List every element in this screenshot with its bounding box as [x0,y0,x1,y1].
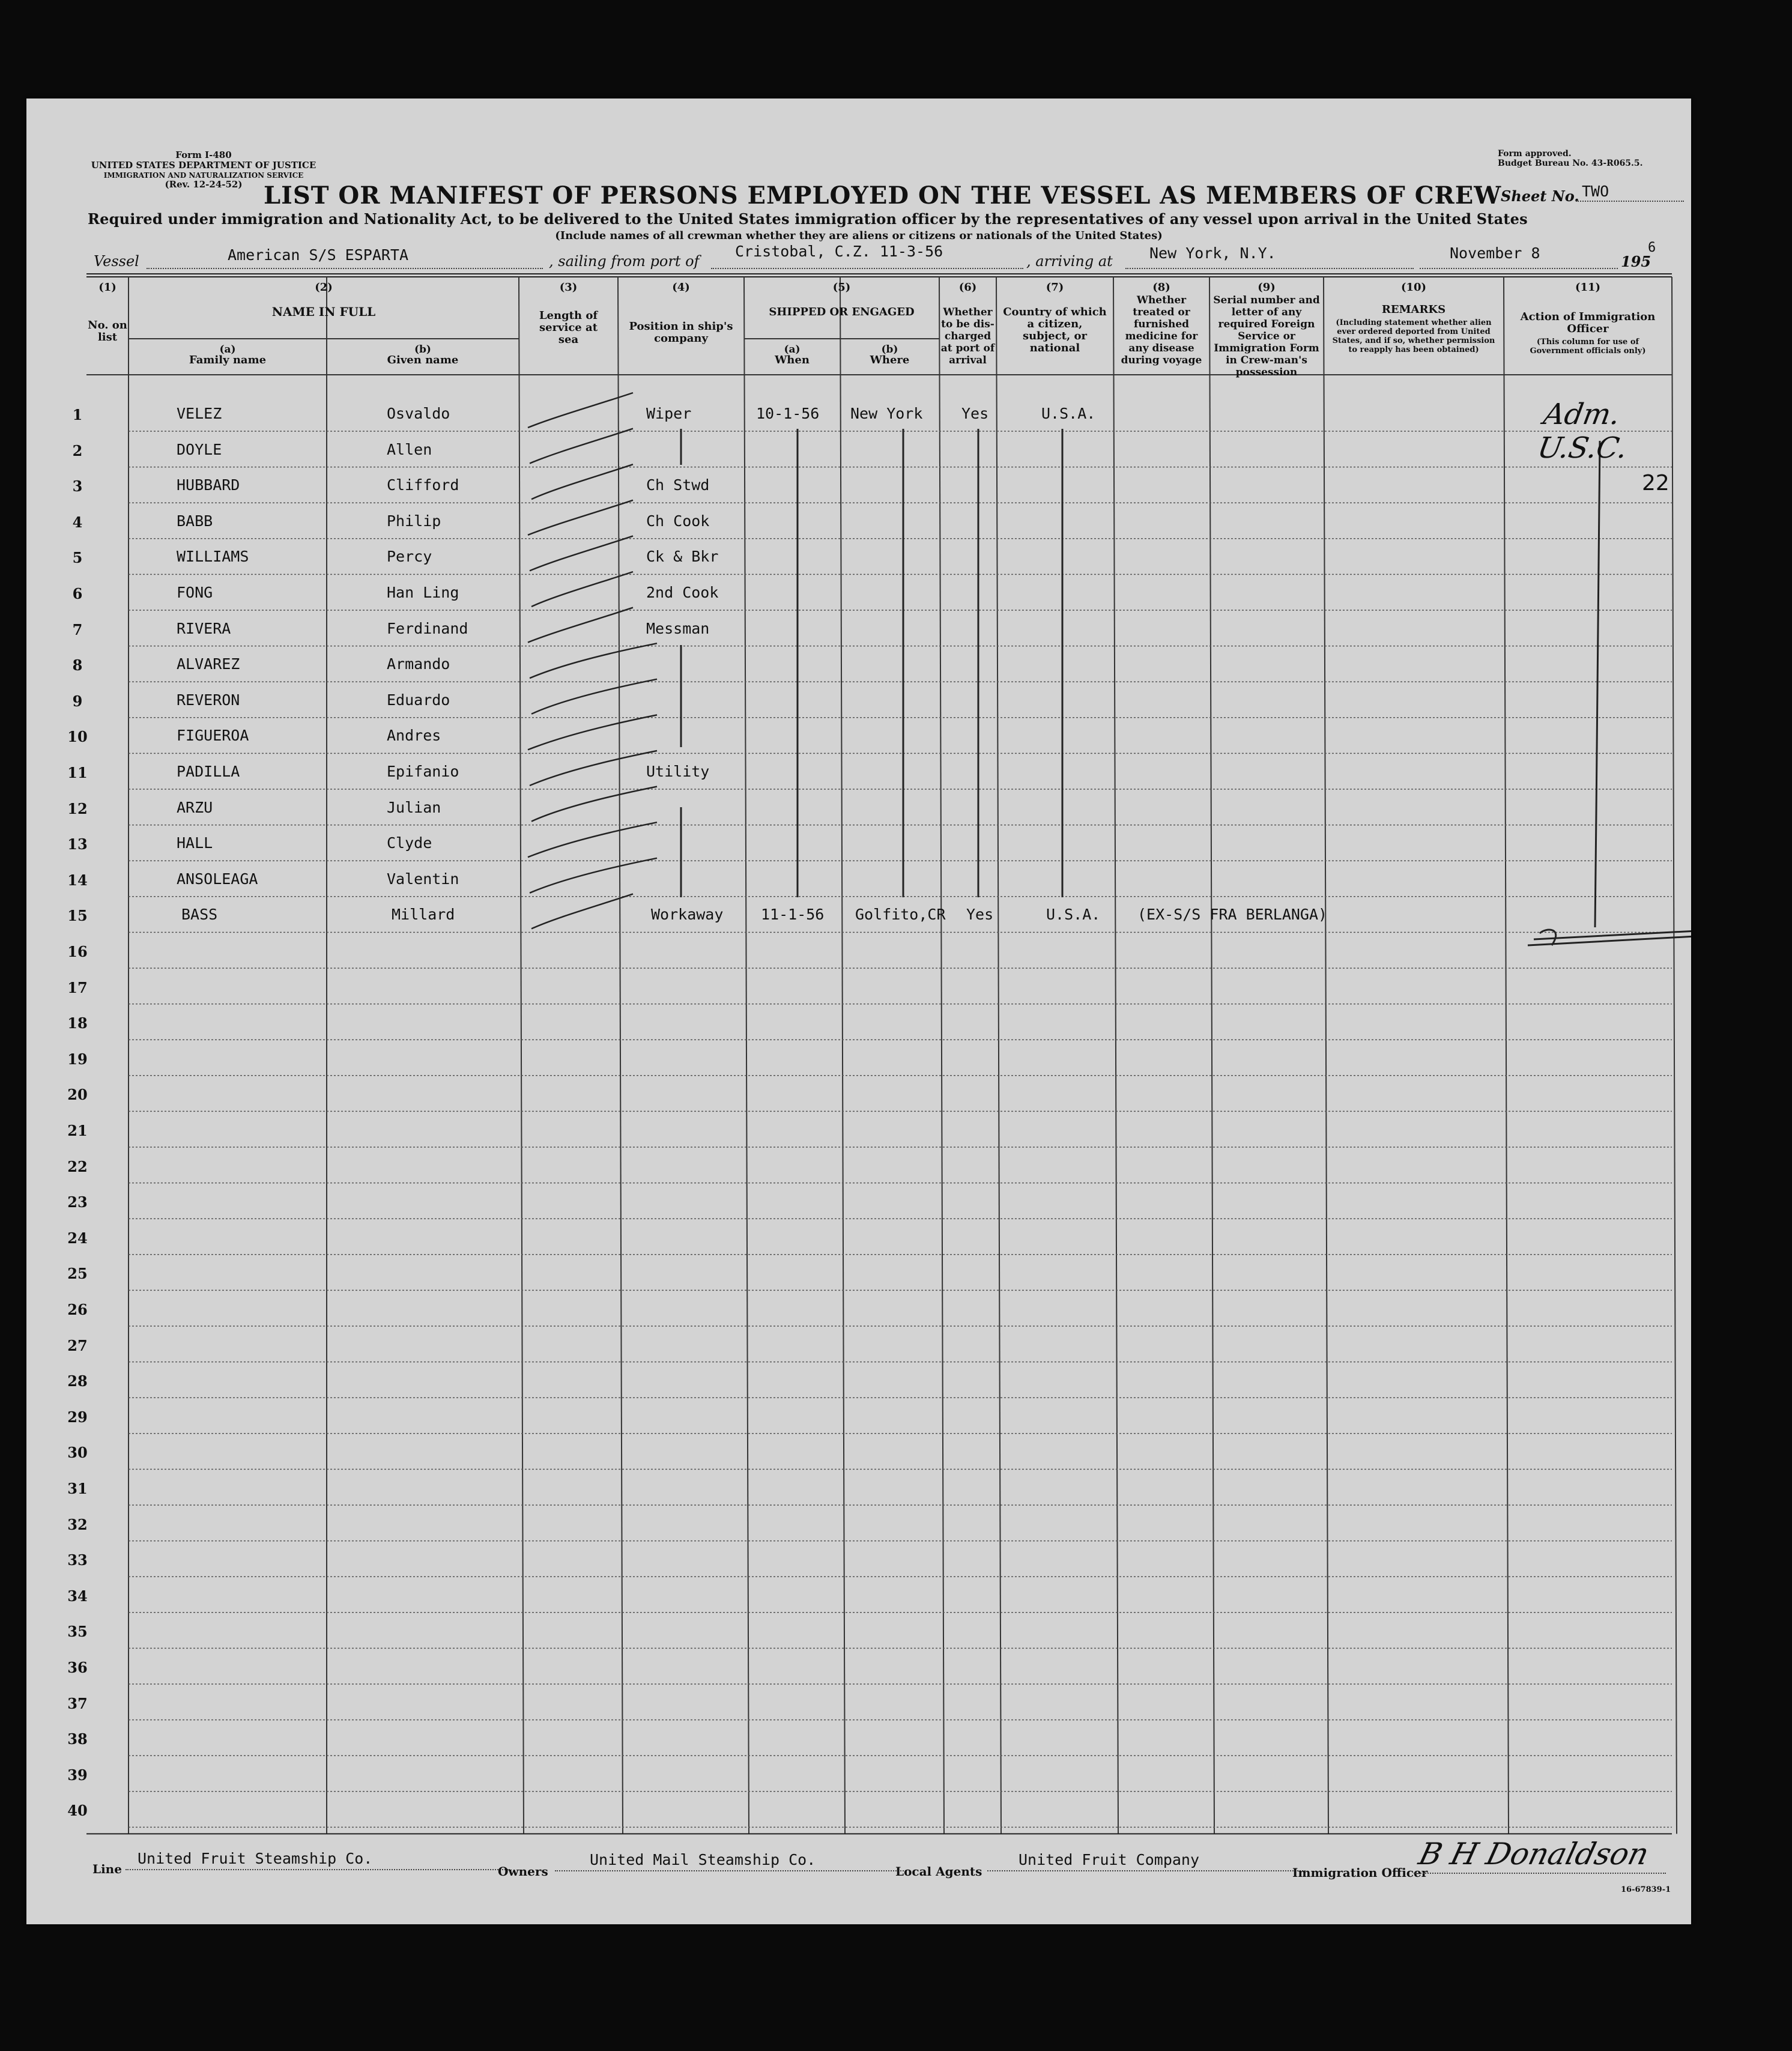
given-name-cell: Eduardo [387,691,450,709]
col-9-header: Serial number and letter of any required Foreign Service or Immigration Form in Crew-man's possession [1213,294,1320,378]
family-name-cell: FIGUEROA [177,727,249,745]
col-2a-header: Family name [189,354,267,366]
family-name-cell: ALVAREZ [177,655,240,673]
family-name-cell: ARZU [177,798,213,816]
arriving-label: , arriving at [1026,253,1113,270]
col-2-number: (2) [315,281,333,294]
shipped-when-cell: 10-1-56 [756,405,820,422]
treated-cell: (EX-S/S FRA BERLANGA) [1137,906,1328,924]
date-value: November 8 [1450,244,1540,262]
owners-underline [555,1870,906,1871]
col-5a-header: When [775,354,810,366]
row-number: 21 [67,1122,88,1139]
row-number: 18 [67,1014,88,1032]
position-cell: Ch Cook [646,512,710,530]
row-number: 19 [67,1050,88,1068]
agents-label: Local Agents [895,1864,982,1879]
row-number: 26 [67,1301,88,1318]
page-subtitle: Required under immigration and Nationality Act, to be delivered to the United States immigration officer by the representatives of any vessel upon arrival in the United States [88,210,1528,228]
family-name-cell: HALL [177,834,213,852]
row-number: 32 [67,1515,88,1533]
col-5b-header: Where [870,354,910,366]
vessel-label: Vessel [94,253,139,270]
shipped-when-cell: 11-1-56 [761,906,825,924]
col-9-number: (9) [1258,281,1276,294]
col-11-note: (This column for use of Government officials only) [1530,338,1646,356]
officer-label: Immigration Officer [1292,1865,1428,1880]
col-11-header: Action of Immigration Officer [1520,311,1656,335]
row-number: 23 [67,1193,88,1211]
row-number: 13 [67,835,88,853]
row-number: 25 [67,1265,88,1283]
owners-label: Owners [498,1864,548,1879]
family-name-cell: REVERON [177,691,240,709]
discharged-cell: Yes [966,906,994,924]
line-value: United Fruit Steamship Co. [138,1850,373,1867]
sailing-label: , sailing from port of [549,253,700,270]
department-name: UNITED STATES DEPARTMENT OF JUSTICE [91,160,316,171]
row-number: 1 [72,406,83,423]
line-underline [126,1869,510,1870]
arriving-value: New York, N.Y. [1149,244,1276,262]
form-number: Form I-480 [175,150,232,160]
col-11-number: (11) [1575,281,1601,294]
sailing-value: Cristobal, C.Z. 11-3-56 [735,243,943,260]
col-6-header: Whether to be dis-charged at port of arrival [940,306,995,366]
family-name-cell: PADILLA [177,763,240,780]
row-number: 22 [67,1157,88,1175]
given-name-cell: Philip [387,512,441,530]
row-number: 6 [72,585,83,602]
col-2b-header: Given name [387,354,459,366]
row-number: 10 [67,728,88,746]
row-number: 7 [72,620,83,638]
family-name-cell: ANSOLEAGA [177,870,258,888]
owners-value: United Mail Steamship Co. [590,1851,816,1868]
row-number: 40 [67,1802,88,1820]
row-number: 39 [67,1766,88,1784]
col-2-header: NAME IN FULL [271,304,376,319]
country-cell: U.S.A. [1041,405,1096,422]
family-name-cell: HUBBARD [177,476,240,494]
position-cell: Messman [646,619,710,637]
col-10-note: (Including statement whether alien ever ordered deported from United States, and if so, whether permission to reapply has been obtained) [1332,318,1495,354]
col-6-number: (6) [958,281,977,294]
family-name-cell: WILLIAMS [177,548,249,566]
row-number: 31 [67,1480,88,1497]
row-number: 38 [67,1730,88,1748]
family-name-cell: VELEZ [177,405,222,422]
row-number: 12 [67,799,88,817]
given-name-cell: Epifanio [387,763,459,780]
position-cell: Wiper [646,405,692,422]
agents-value: United Fruit Company [1019,1851,1200,1868]
manifest-sheet [26,98,1691,1924]
discharged-cell: Yes [961,405,989,422]
include-note: (Include names of all crewman whether they are aliens or citizens or nationals of the United States) [555,229,1163,242]
crew-count-annotation: 22 [1642,471,1669,495]
given-name-cell: Clifford [387,476,459,494]
sheet-number-label: Sheet No. [1501,187,1579,205]
officer-action-annotation: Adm. U.S.C. [1535,398,1630,465]
position-cell: Workaway [651,906,724,924]
col-8-number: (8) [1152,281,1170,294]
service-name: IMMIGRATION AND NATURALIZATION SERVICE [103,171,304,180]
col-7-header: Country of which a citizen, subject, or national [1003,306,1107,354]
col-3-header: Length of service at sea [539,309,598,346]
row-number: 30 [67,1444,88,1462]
year-prefix: 195 [1621,253,1651,270]
country-cell: U.S.A. [1046,906,1101,924]
budget-bureau-no: Budget Bureau No. 43-R065.5. [1498,159,1643,168]
row-number: 3 [72,477,83,495]
manifest-table-grid [26,98,1691,1924]
row-number: 27 [67,1336,88,1354]
row-number: 29 [67,1408,88,1426]
given-name-cell: Allen [387,440,432,458]
col-10-number: (10) [1400,281,1427,294]
row-number: 14 [67,871,88,889]
position-cell: 2nd Cook [646,584,719,601]
family-name-cell: FONG [177,584,213,601]
given-name-cell: Millard [392,906,455,924]
family-name-cell: DOYLE [177,440,222,458]
family-name-cell: BASS [181,906,218,924]
position-cell: Ck & Bkr [646,548,719,566]
col-8-header: Whether treated or furnished medicine for any disease during voyage [1121,294,1202,366]
print-code: 16-67839-1 [1621,1885,1671,1894]
row-number: 33 [67,1551,88,1569]
position-cell: Ch Stwd [646,476,710,494]
given-name-cell: Ferdinand [387,619,468,637]
col-3-number: (3) [559,281,578,294]
row-number: 9 [72,692,83,710]
given-name-cell: Julian [387,798,441,816]
col-5a-number: (a) [784,344,801,356]
row-number: 37 [67,1694,88,1712]
row-number: 5 [72,549,83,567]
col-7-number: (7) [1046,281,1064,294]
row-number: 36 [67,1659,88,1676]
revision-date: (Rev. 12-24-52) [165,179,243,190]
row-number: 4 [72,513,83,531]
shipped-where-cell: Golfito,CR [855,906,946,924]
row-number: 15 [67,907,88,925]
col-1-header: No. on list [88,319,127,344]
vessel-value: American S/S ESPARTA [228,246,409,264]
sheet-number-value: TWO [1582,183,1609,200]
row-number: 8 [72,656,83,674]
given-name-cell: Osvaldo [387,405,450,422]
line-label: Line [92,1862,122,1876]
family-name-cell: RIVERA [177,619,231,637]
given-name-cell: Percy [387,548,432,566]
officer-underline [1414,1873,1666,1874]
row-number: 28 [67,1372,88,1390]
form-approved: Form approved. [1498,149,1572,159]
row-number: 11 [67,764,88,781]
given-name-cell: Armando [387,655,450,673]
year-suffix: 6 [1648,240,1656,255]
col-4-header: Position in ship's company [629,320,733,345]
col-2b-number: (b) [414,344,431,356]
row-number: 20 [67,1086,88,1104]
row-number: 24 [67,1229,88,1247]
col-4-number: (4) [672,281,690,294]
given-name-cell: Han Ling [387,584,459,601]
shipped-where-cell: New York [850,405,923,422]
family-name-cell: BABB [177,512,213,530]
agents-underline [987,1870,1306,1871]
row-number: 17 [67,978,88,996]
col-5-header: SHIPPED OR ENGAGED [769,306,915,318]
col-10-header: REMARKS [1381,303,1446,316]
col-1-number: (1) [98,281,117,294]
row-number: 2 [72,441,83,459]
page-title: LIST OR MANIFEST OF PERSONS EMPLOYED ON THE VESSEL AS MEMBERS OF CREW [264,181,1502,210]
position-cell: Utility [646,763,710,780]
given-name-cell: Andres [387,727,441,745]
given-name-cell: Valentin [387,870,459,888]
row-number: 35 [67,1623,88,1641]
officer-signature: B H Donaldson [1415,1837,1653,1871]
col-5b-number: (b) [881,344,898,356]
row-number: 34 [67,1587,88,1605]
row-number: 16 [67,943,88,960]
given-name-cell: Clyde [387,834,432,852]
col-5-number: (5) [832,281,851,294]
col-2a-number: (a) [219,344,236,356]
